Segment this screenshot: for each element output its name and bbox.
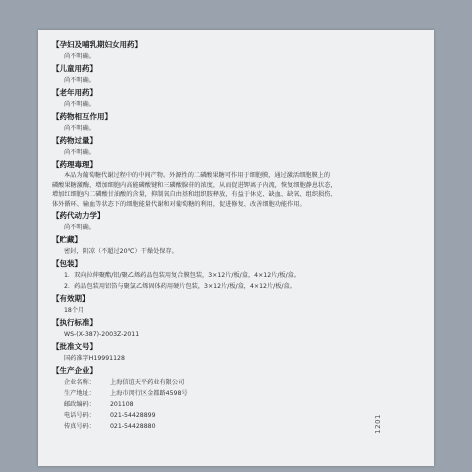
text-interaction: 尚不明确。 (64, 125, 95, 132)
heading-overdose: 【药物过量】 (52, 136, 97, 145)
manufacturer-key: 电话号码： (64, 412, 95, 420)
text-storage: 密封，阴凉（不超过20℃）干燥处保存。 (64, 248, 178, 256)
packaging-line: 1．双向拉伸聚酯/铝/聚乙烯药品包装用复合膜包装，3×12片/板/盒，4×12片/板/盒。 (64, 272, 301, 280)
heading-standard: 【执行标准】 (52, 318, 97, 328)
heading-validity: 【有效期】 (52, 294, 90, 304)
pharmacology-paragraph (52, 171, 422, 209)
manufacturer-row (52, 399, 422, 410)
heading-interaction: 【药物相互作用】 (52, 112, 112, 121)
heading-pharmacokinetics: 【药代动力学】 (52, 211, 105, 221)
manufacturer-value: 201108 (110, 401, 134, 409)
heading-pharmacology: 【药理毒理】 (52, 160, 97, 169)
pharmacology-line: 本品为葡萄糖代谢过程中的中间产物。外源性的二磷酸果糖可作用于细胞膜，通过激活细胞膜上的 (64, 172, 331, 179)
package-insert-sheet (38, 30, 434, 466)
manufacturer-row (52, 410, 422, 421)
text-pregnancy: 尚不明确。 (64, 53, 95, 60)
print-code: 1201 (374, 414, 382, 434)
pharmacology-line: 磷酸果糖激酶，增加细胞内高能磷酸键和三磷酸腺苷的浓度，从而促进钾离子内流，恢复细胞静息状态， (52, 181, 337, 189)
text-validity: 18个月 (64, 307, 85, 315)
text-overdose: 尚不明确。 (64, 149, 95, 156)
manufacturer-value: 上海市闵行区金都路4598号 (110, 390, 188, 398)
heading-children: 【儿童用药】 (52, 64, 97, 73)
text-pharmacokinetics: 尚不明确。 (64, 224, 95, 232)
text-approval: 国药准字H19991128 (64, 355, 125, 363)
insert-content (52, 38, 422, 432)
manufacturer-key: 生产地址： (64, 390, 95, 398)
pharmacology-line: 体外循环、输血等状态下的细胞能量代谢和对葡萄糖的利用，促进修复、改善细胞功能作用。 (52, 200, 306, 208)
heading-packaging: 【包装】 (52, 259, 82, 269)
text-children: 尚不明确。 (64, 77, 95, 84)
pharmacology-line: 增加红细胞内二磷酸甘油酸的含量，抑制氧自由基和组织胺释放，有益于休克、缺血、缺氧、组织损伤、 (52, 191, 337, 199)
heading-storage: 【贮藏】 (52, 235, 82, 245)
heading-elderly: 【老年用药】 (52, 88, 97, 97)
manufacturer-key: 邮政编码： (64, 401, 95, 409)
manufacturer-value: 021-54428899 (110, 412, 156, 420)
heading-pregnancy: 【孕妇及哺乳期妇女用药】 (52, 40, 142, 49)
manufacturer-value: 021-54428880 (110, 423, 156, 431)
manufacturer-row (52, 421, 422, 432)
manufacturer-row (52, 377, 422, 388)
manufacturer-value: 上海信谊天平药业有限公司 (110, 379, 185, 387)
text-elderly: 尚不明确。 (64, 101, 95, 108)
heading-manufacturer: 【生产企业】 (52, 366, 97, 376)
manufacturer-key: 传真号码： (64, 423, 95, 431)
manufacturer-key: 企业名称： (64, 379, 95, 387)
heading-approval: 【批准文号】 (52, 342, 97, 352)
manufacturer-row (52, 388, 422, 399)
packaging-line: 2．药品包装用铝箔与聚氯乙烯固体药用硬片包装，3×12片/板/盒，4×12片/板/盒。 (64, 283, 296, 291)
text-standard: WS-(X-387)-2003Z-2011 (64, 331, 140, 339)
